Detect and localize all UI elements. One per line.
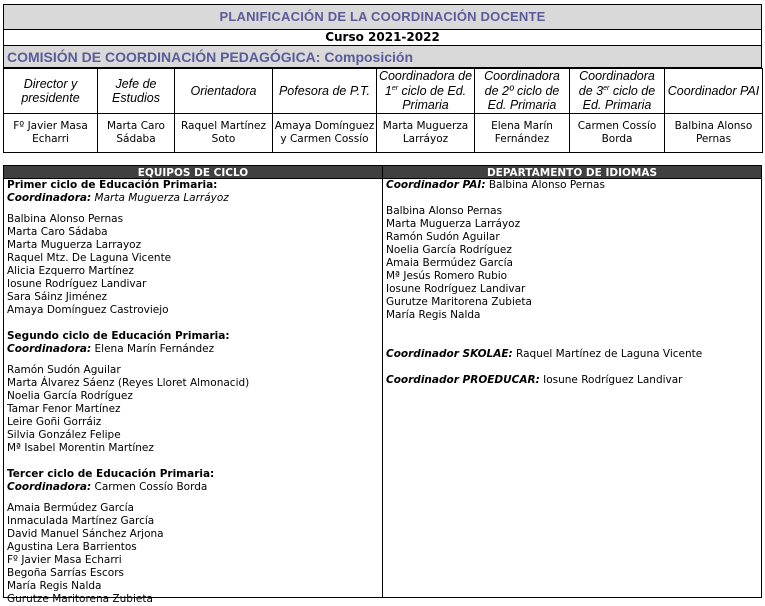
role-cell: [175, 69, 273, 114]
name-coord-3: Carmen Cossío Borda: [577, 120, 657, 145]
name-coord-1: Marta Muguerza Larráyoz: [382, 120, 469, 145]
role-cell: [98, 69, 175, 114]
list-item: Balbina Alonso Pernas: [7, 213, 124, 225]
list-item: Marta Muguerza Larráyoz: [386, 218, 521, 230]
ciclo-2-coordinator: [7, 343, 382, 356]
idiomas-panel: [382, 179, 762, 598]
ciclo-1-coordinator: [7, 192, 382, 205]
list-item: Ramón Sudón Aguilar: [7, 364, 121, 376]
role-coord-1-b: ciclo de Ed. Primaria: [398, 83, 467, 113]
name-coord-pai: Balbina Alonso Pernas: [674, 120, 753, 145]
role-coord-2: Coordinadora de 2º ciclo de Ed. Primaria: [484, 69, 560, 113]
role-cell: [665, 69, 763, 114]
list-item: Balbina Alonso Pernas: [386, 205, 503, 217]
ciclo-1-title: Primer ciclo de Educación Primaria:: [7, 179, 218, 191]
list-item: Iosune Rodríguez Landivar: [7, 278, 147, 290]
list-item: Marta Álvarez Sáenz (Reyes Lloret Almonacid): [7, 377, 250, 389]
ciclo-2-coord-label: Coordinadora:: [7, 343, 92, 355]
roles-row: [4, 69, 763, 114]
spacer: [386, 192, 761, 205]
list-item: Mª Jesús Romero Rubio: [386, 270, 508, 282]
ciclo-1-coord-name: Marta Muguerza Larráyoz: [91, 192, 229, 204]
list-item: Marta Muguerza Larrayoz: [7, 239, 142, 251]
proeducar-label: Coordinador PROEDUCAR:: [386, 374, 540, 386]
list-item: María Regis Nalda: [7, 580, 102, 592]
pai-name: Balbina Alonso Pernas: [485, 179, 605, 191]
role-jefe-estudios: Jefe de Estudios: [112, 76, 160, 105]
list-item: Fº Javier Masa Echarri: [7, 554, 122, 566]
role-orientadora: Orientadora: [190, 83, 257, 98]
role-coord-3-a: Coordinadora de 3: [578, 69, 655, 98]
ciclo-3-coord-name: Carmen Cossío Borda: [91, 481, 208, 493]
list-item: Begoña Sarrías Escors: [7, 567, 124, 579]
skolae-label: Coordinador SKOLAE:: [386, 348, 513, 360]
list-item: María Regis Nalda: [386, 309, 481, 321]
role-coord-1-a: Coordinadora de 1: [378, 69, 473, 98]
pai-label: Coordinador PAI:: [386, 179, 486, 191]
name-director: Fº Javier Masa Echarri: [13, 120, 88, 145]
role-coord-1-sup: er: [391, 84, 399, 92]
commission-heading: COMISIÓN DE COORDINACIÓN PEDAGÓGICA: Composición: [3, 46, 762, 68]
skolae-coordinator: [386, 348, 761, 361]
list-item: Ramón Sudón Aguilar: [386, 231, 500, 243]
ciclo-1-coord-label: Coordinadora:: [7, 192, 92, 204]
name-cell: [570, 114, 665, 153]
equipos-panel: [3, 179, 383, 605]
spacer: [7, 317, 382, 330]
list-item: Tamar Fenor Martínez: [7, 403, 121, 415]
list-item: Inmaculada Martínez García: [7, 515, 155, 527]
list-item: Agustina Lera Barrientos: [7, 541, 137, 553]
list-item: Iosune Rodríguez Landivar: [386, 283, 526, 295]
ciclo-2-coord-name: Elena Marín Fernández: [91, 343, 215, 355]
list-item: Raquel Mtz. De Laguna Vicente: [7, 252, 172, 264]
page-title: PLANIFICACIÓN DE LA COORDINACIÓN DOCENTE: [3, 4, 762, 30]
role-cell: [4, 69, 98, 114]
list-item: Leire Goñi Gorráiz: [7, 416, 102, 428]
role-profesora-pt: Pofesora de P.T.: [278, 83, 371, 98]
name-orientadora: Raquel Martínez Soto: [180, 120, 266, 145]
name-cell: [475, 114, 570, 153]
name-cell: [4, 114, 98, 153]
ciclo-3-coord-label: Coordinadora:: [7, 481, 92, 493]
name-cell: [175, 114, 273, 153]
list-item: Silvia González Felipe: [7, 429, 121, 441]
role-director: Director y presidente: [21, 76, 80, 105]
list-item: Gurutze Maritorena Zubieta: [386, 296, 532, 308]
names-row: [4, 114, 763, 153]
list-item: Alicia Ezquerro Martínez: [7, 265, 134, 277]
role-coord-3-b: ciclo de Ed. Primaria: [582, 83, 656, 113]
ciclo-3-title: Tercer ciclo de Educación Primaria:: [7, 468, 215, 480]
spacer: [7, 455, 382, 468]
spacer: [7, 494, 382, 502]
ciclo-2-title: Segundo ciclo de Educación Primaria:: [7, 330, 230, 342]
list-item: Noelia García Rodríguez: [386, 244, 512, 256]
spacer: [7, 205, 382, 213]
name-jefe-estudios: Marta Caro Sádaba: [107, 120, 165, 145]
list-item: Amaia Bermúdez García: [7, 502, 134, 514]
list-item: David Manuel Sánchez Arjona: [7, 528, 164, 540]
role-coord-pai: Coordinador PAI: [667, 83, 760, 98]
role-cell: [273, 69, 377, 114]
name-cell: [665, 114, 763, 153]
spacer: [386, 322, 761, 348]
spacer: [7, 356, 382, 364]
role-cell: [377, 69, 475, 114]
list-item: Amaya Domínguez Castroviejo: [7, 304, 169, 316]
equipos-header: EQUIPOS DE CICLO: [3, 165, 383, 179]
list-item: Sara Sáinz Jiménez: [7, 291, 108, 303]
list-item: Noelia García Rodríguez: [7, 390, 133, 402]
role-cell: [570, 69, 665, 114]
spacer: [386, 361, 761, 374]
list-item: Amaia Bermúdez García: [386, 257, 513, 269]
name-cell: [377, 114, 475, 153]
name-profesora-pt: Amaya Domínguez y Carmen Cossío: [274, 120, 375, 145]
list-item: Mª Isabel Morentin Martínez: [7, 442, 154, 454]
role-coord-3-sup: er: [603, 84, 610, 92]
proeducar-coordinator: [386, 374, 761, 387]
name-cell: [273, 114, 377, 153]
skolae-name: Raquel Martínez de Laguna Vicente: [512, 348, 703, 360]
composition-table: [3, 68, 763, 153]
proeducar-name: Iosune Rodríguez Landivar: [539, 374, 683, 386]
school-year: Curso 2021-2022: [3, 30, 762, 46]
name-coord-2: Elena Marín Fernández: [491, 120, 553, 145]
role-cell: [475, 69, 570, 114]
list-item: Gurutze Maritorena Zubieta: [7, 593, 153, 605]
list-item: Marta Caro Sádaba: [7, 226, 108, 238]
pai-coordinator: [386, 179, 761, 192]
ciclo-3-coordinator: [7, 481, 382, 494]
name-cell: [98, 114, 175, 153]
idiomas-header: DEPARTAMENTO DE IDIOMAS: [382, 165, 762, 179]
